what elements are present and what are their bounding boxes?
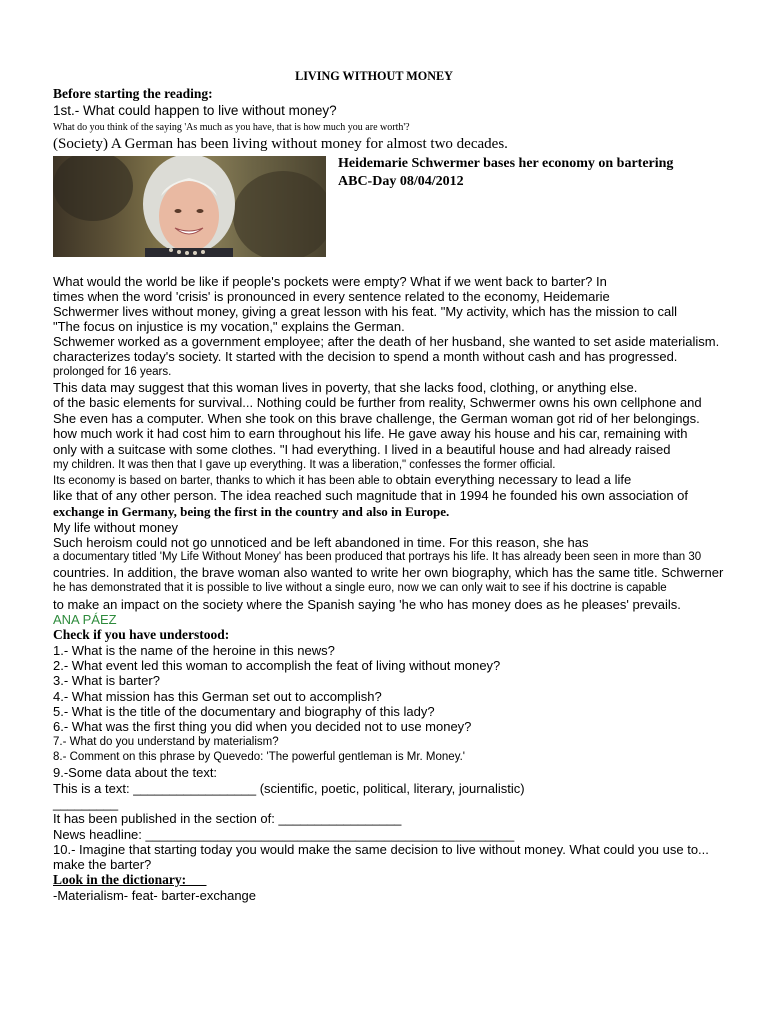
question-item: 6.- What was the first thing you did when you decided not to use money? [53, 719, 472, 734]
question-item: 8.- Comment on this phrase by Quevedo: 'The powerful gentleman is Mr. Money.' [53, 751, 465, 763]
body-line [53, 472, 631, 489]
body-line: my children. It was then that I gave up everything. It was a liberation," confesses the former official. [53, 459, 556, 471]
body-line: exchange in Germany, being the first in the country and also in Europe. [53, 504, 450, 519]
question-item: 7.- What do you understand by materialism? [53, 736, 279, 748]
check-heading: Check if you have understood: [53, 627, 230, 642]
question-item: 10.- Imagine that starting today you would make the same decision to live without money. What could you use to... [53, 842, 709, 857]
body-line: to make an impact on the society where the Spanish saying 'he who has money does as he pleases' prevails. [53, 597, 681, 612]
body-line: characterizes today's society. It started with the decision to spend a month without cash and has progressed. [53, 349, 678, 364]
body-line: of the basic elements for survival... Nothing could be further from reality, Schwermer owns his own cellphone and [53, 395, 702, 410]
body-line: Schwermer lives without money, giving a great lesson with his feat. "My activity, which has the mission to call [53, 304, 678, 319]
pre-question-2: What do you think of the saying 'As much as you have, that is how much you are worth'? [53, 122, 410, 133]
question-item: It has been published in the section of: _________________ [53, 811, 402, 826]
body-line: a documentary titled 'My Life Without Money' has been produced that portrays his life. It has already been seen in more than 30 [53, 551, 702, 563]
question-item: 1.- What is the name of the heroine in this news? [53, 643, 335, 658]
body-line: This data may suggest that this woman lives in poverty, that she lacks food, clothing, or anything else. [53, 380, 638, 395]
subheadline: Heidemarie Schwermer bases her economy on bartering [338, 156, 674, 171]
page-title: LIVING WITHOUT MONEY [295, 69, 453, 83]
author-name: ANA PÁEZ [53, 612, 117, 627]
question-item: This is a text: _________________ (scientific, poetic, political, literary, journalistic) [53, 781, 525, 796]
body-line-part: obtain everything necessary to lead a life [395, 472, 632, 487]
dictionary-words: -Materialism- feat- barter-exchange [53, 888, 257, 903]
body-line: countries. In addition, the brave woman also wanted to write her own biography, which has the same title. Schwerner [53, 565, 724, 580]
body-line: prolonged for 16 years. [53, 366, 172, 378]
question-item: make the barter? [53, 857, 152, 872]
body-line: times when the word 'crisis' is pronounced in every sentence related to the economy, Heidemarie [53, 289, 610, 304]
dateline: ABC-Day 08/04/2012 [338, 174, 464, 189]
section-subtitle: My life without money [53, 520, 178, 535]
body-line: Schwemer worked as a government employee; after the death of her husband, she wanted to set aside materialism. [53, 334, 720, 349]
body-line: he has demonstrated that it is possible to live without a single euro, now we can only wait to see if his doctrine is capable [53, 582, 667, 594]
question-item: News headline: ___________________________________________________ [53, 827, 515, 842]
body-line: Such heroism could not go unnoticed and be left abandoned in time. For this reason, she has [53, 535, 589, 550]
question-item: 5.- What is the title of the documentary and biography of this lady? [53, 704, 435, 719]
question-item: 9.-Some data about the text: [53, 765, 218, 780]
dictionary-heading: Look in the dictionary:___ [53, 872, 207, 887]
body-line: What would the world be like if people's pockets were empty? What if we went back to barter? In [53, 274, 607, 289]
question-item: 4.- What mission has this German set out to accomplish? [53, 689, 382, 704]
body-line: "The focus on injustice is my vocation," explains the German. [53, 319, 405, 334]
body-line: She even has a computer. When she took on this brave challenge, the German woman got rid of her belongings. [53, 411, 700, 426]
body-line: only with a suitcase with some clothes. "I had everything. I lived in a beautiful house and had already raised [53, 442, 671, 457]
pre-question-1: 1st.- What could happen to live without money? [53, 103, 337, 118]
question-item: 2.- What event led this woman to accomplish the feat of living without money? [53, 658, 501, 673]
question-item: 3.- What is barter? [53, 673, 160, 688]
portrait-photo [53, 156, 326, 257]
body-line: like that of any other person. The idea reached such magnitude that in 1994 he founded his own association of [53, 488, 689, 503]
before-heading: Before starting the reading: [53, 86, 213, 101]
answer-blank: _________ [53, 796, 119, 811]
body-line-part: Its economy is based on barter, thanks to which it has been able to [53, 475, 396, 487]
body-line: how much work it had cost him to earn throughout his life. He gave away his house and his car, remaining with [53, 426, 688, 441]
woman-portrait-image [53, 156, 326, 257]
headline: (Society) A German has been living without money for almost two decades. [53, 136, 508, 152]
